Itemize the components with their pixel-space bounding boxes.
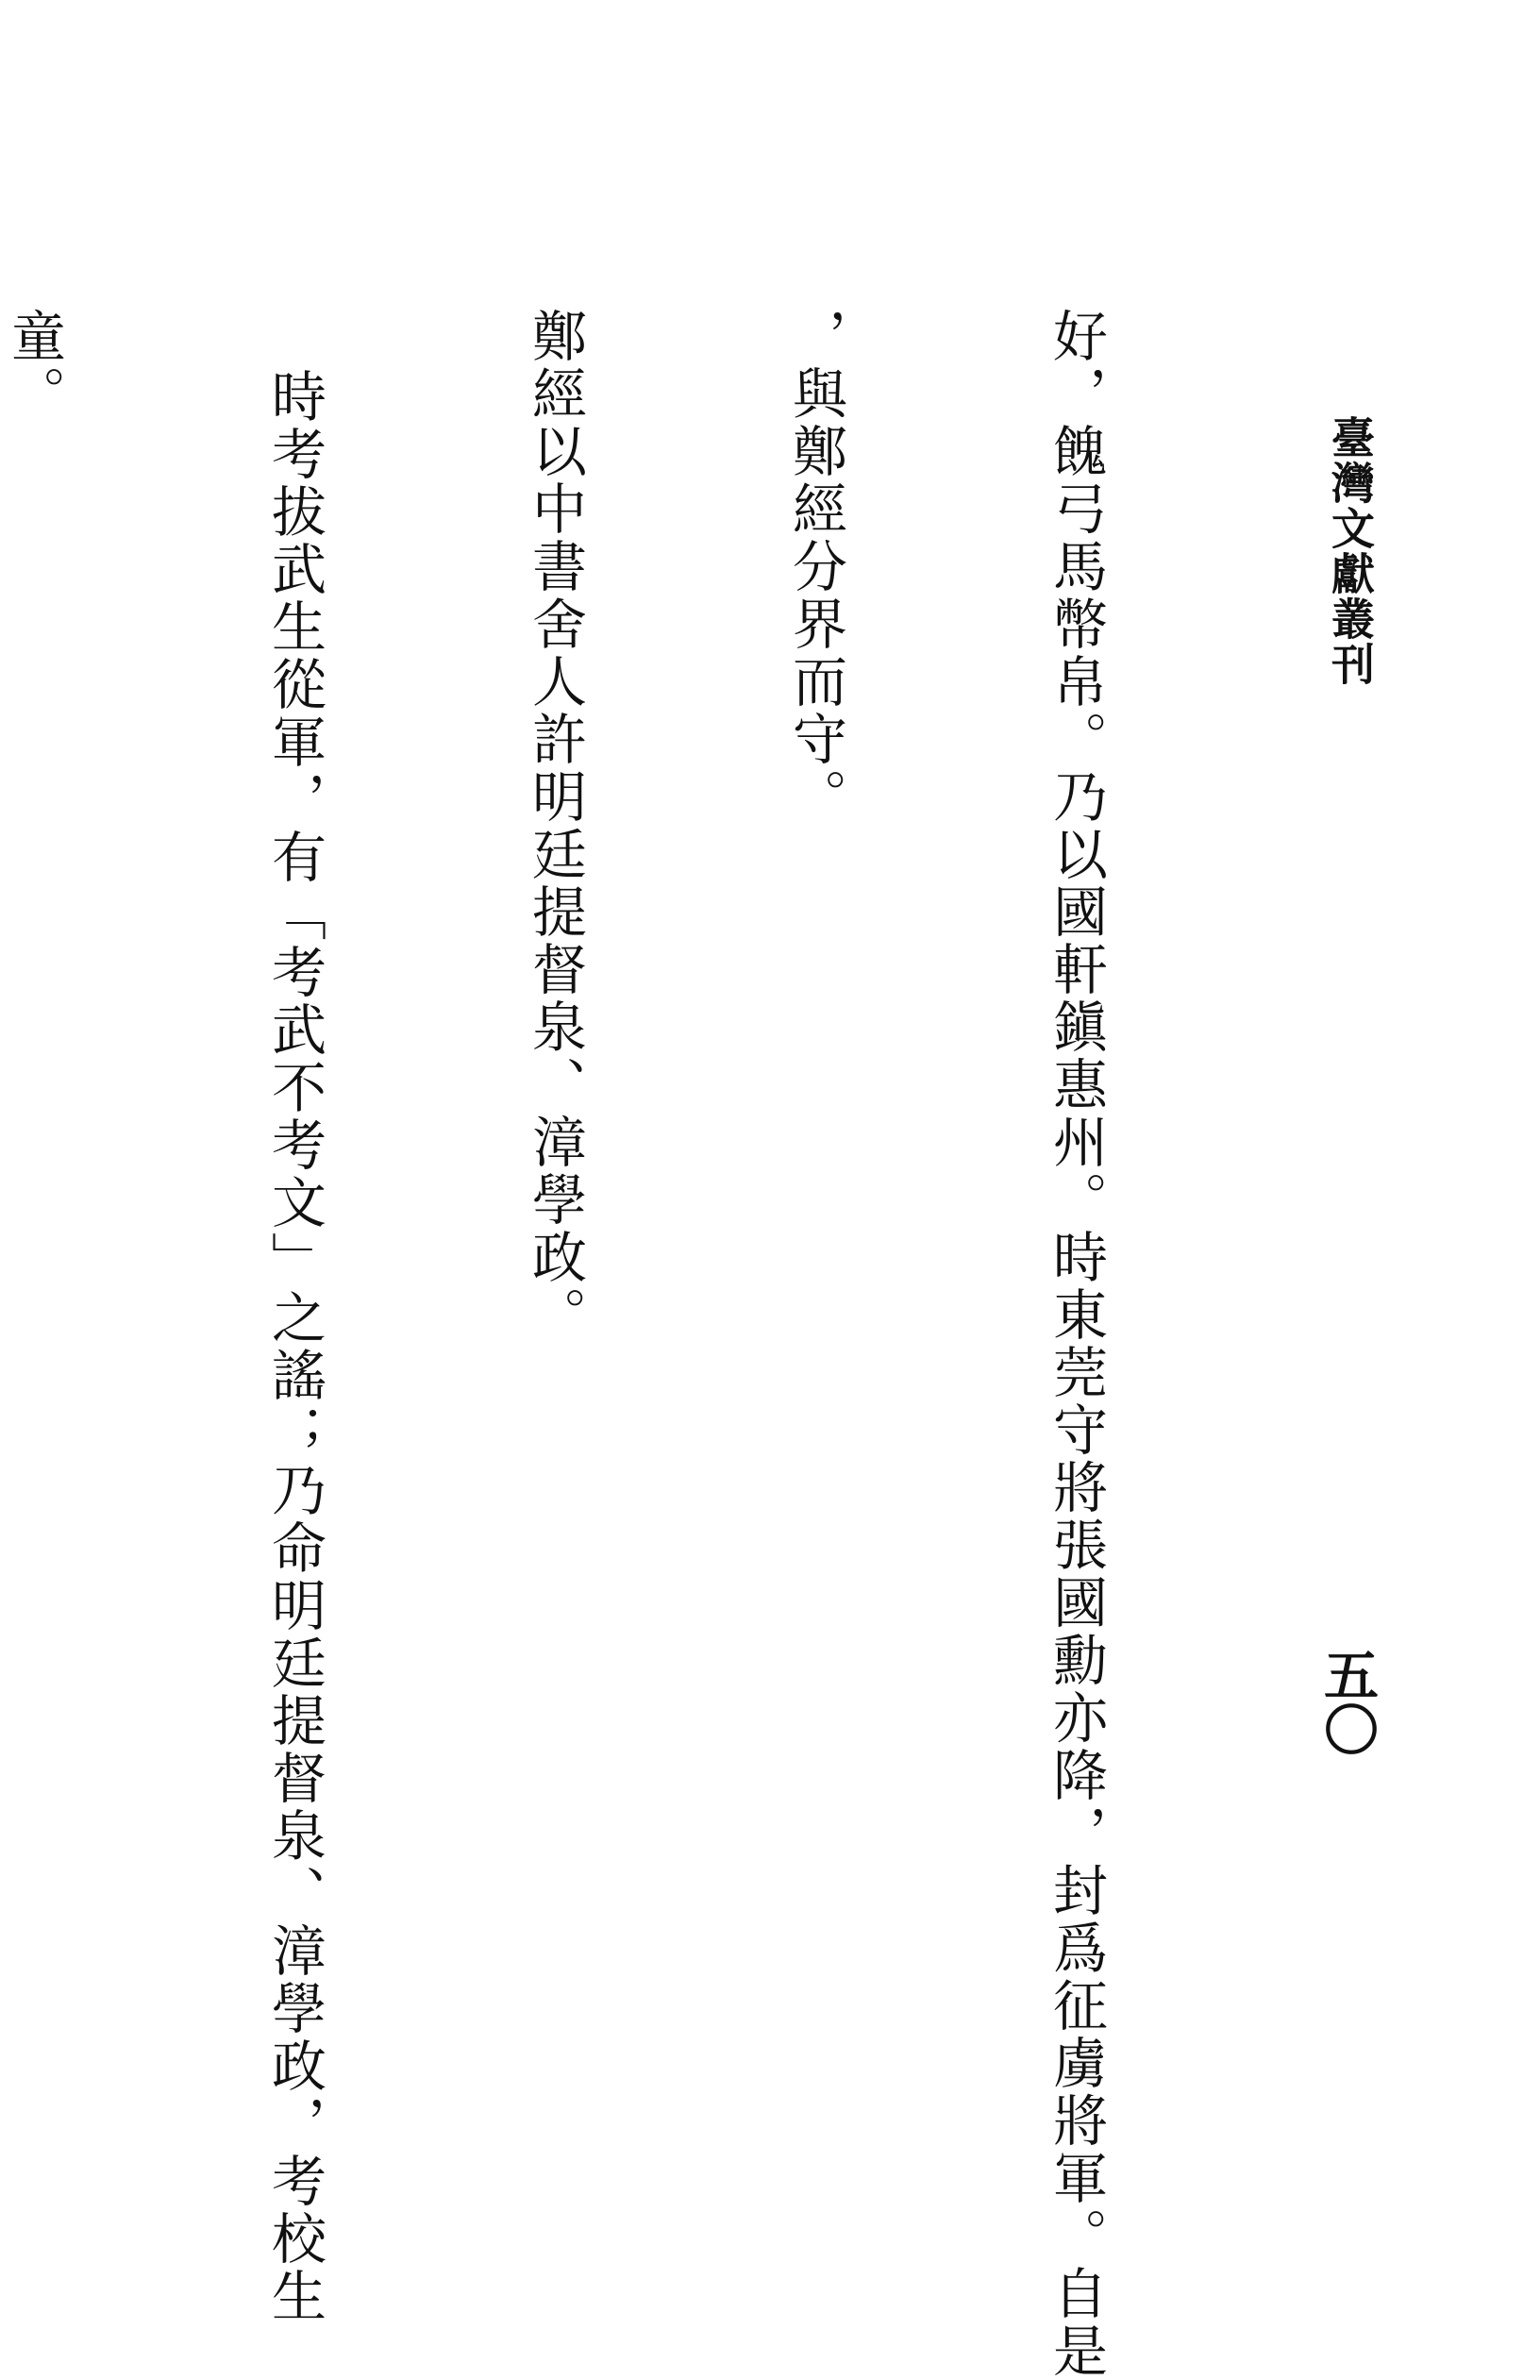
text-column: 童。 [2, 308, 66, 423]
page-number: 五〇 [1314, 1647, 1379, 1756]
text-column: ，與鄭經分界而守。 [783, 308, 847, 826]
text-column: 時考拔武生從軍，有「考武不考文」之謠；乃命明廷提督泉、漳學政，考校生 [262, 368, 326, 2325]
body-text [0, 308, 1293, 2380]
text-column: 鄭經以中書舍人許明廷提督泉、漳學政。 [523, 308, 587, 1344]
running-title: 臺灣文獻叢刊 [1325, 415, 1376, 687]
text-column: 好，餽弓馬幣帛。乃以國軒鎭惠州。時東莞守將張國勳亦降，封爲征虜將軍。自是 [1044, 308, 1108, 2380]
